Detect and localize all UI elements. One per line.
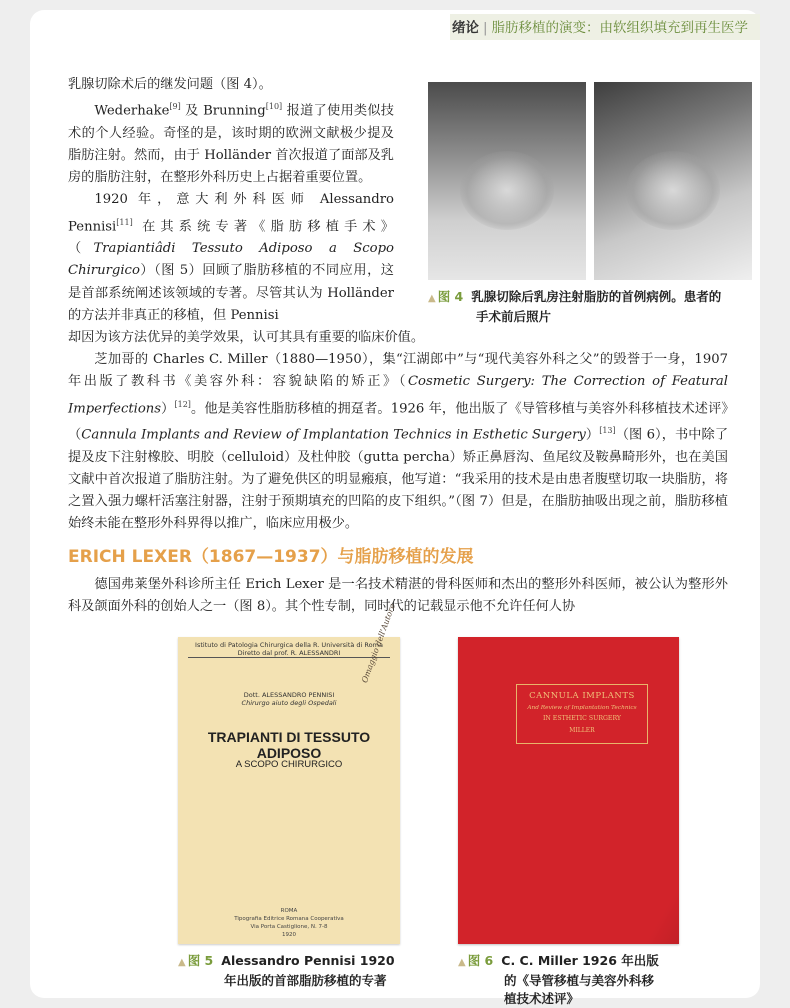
running-header xyxy=(30,10,760,46)
header-part2: 脂肪移植的演变：由软组织填充到再生医学 xyxy=(491,20,748,36)
header-part1: 绪论 xyxy=(451,20,479,36)
book-title: TRAPIANTI DI TESSUTO ADIPOSO xyxy=(207,729,371,761)
figure-6 xyxy=(458,637,679,1008)
triangle-icon: ▲ xyxy=(458,957,466,968)
paragraph: 却因为该方法优异的美学效果，认可其具有重要的临床价值。 xyxy=(68,330,425,346)
title-frame: CANNULA IMPLANTS And Review of Implantation Technics IN ESTHETIC SURGERY MILLER xyxy=(516,684,648,744)
book-subtitle: A SCOPO CHIRURGICO xyxy=(235,759,343,770)
paragraph: Wederhake[9] 及 Brunning[10] 报道了使用类似技术的个人经验。奇怪的是，该时期的欧洲文献极少提及脂肪注射。然而，由于 Holländer 首次报道了面部及乳房的脂肪注射，在整形外科历史上占据着重要位置。 xyxy=(68,102,394,186)
triangle-icon: ▲ xyxy=(428,293,436,304)
document-page xyxy=(30,10,760,1006)
paragraph: 芝加哥的 Charles C. Miller（1880—1950），集“江湖郎中”与“现代美容外科之父”的毁誉于一身，1907 年出版了教科书《美容外科：容貌缺陷的矫正》（Cosmetic Surgery: The Correction of Featural Imperfections）[12]。他是美容性脂肪移植的拥趸者。1926 年，他出版了《导管移植与美容外科移植技术述评》（Cannula Implants and Review of Implantation Technics in Esthetic Surgery）[13]（图 6），书中除了提及皮下注射橡胶、明胶（celluloid）及杜仲胶（gutta percha）矫正鼻唇沟、鱼尾纹及鞍鼻畸形外，也在美国文献中首次报道了脂肪注射。为了避免供区的明显瘢痕，他写道：“我采用的技术是由患者腹壁切取一块脂肪，将之置入强力螺杆活塞注射器，注射于预期填充的凹陷的皮下组织。”（图 7）但是，在脂肪抽吸出现之前，脂肪移植始终未能在整形外科界得以推广，临床应用极少。 xyxy=(68,352,729,532)
paragraph: 德国弗莱堡外科诊所主任 Erich Lexer 是一名技术精湛的骨科医师和杰出的整形外科医师，被公认为整形外科及颌面外科的创始人之一（图 8）。其个性专制，同时代的记载显示他不允许任何人协 xyxy=(68,576,728,615)
figure-label: 图 4 xyxy=(437,289,464,304)
caption-line: 手术前后照片 xyxy=(476,309,552,324)
book-cover-pennisi: Istituto di Patologia Chirurgica della R. Università di Roma Diretto dal prof. R. ALESSANDRI Dott. ALESSANDRO PENNISI Chirurgo aiuto degli Ospedali TRAPIANTI DI TESSUTO ADIPOSO A SCOPO CHIRURGICO Omaggio dell'Autore ROMA Tipografia Editrice Romana Cooperativa Via Porta Castiglione, N. 7-8 1920 xyxy=(178,637,400,944)
paragraph: 1920 年，意大利外科医师 Alessandro Pennisi[11] 在其系统专著《脂肪移植手术》（Trapiantiâdi Tessuto Adiposo a Scopo Chirurgico）（图 5）回顾了脂肪移植的不同应用，这是首部系统阐述该领域的专著。尽管其认为 Holländer 的方法并非真正的移植，但 Pennisi xyxy=(68,192,394,323)
book-cover-miller xyxy=(458,637,679,944)
figure-6-caption: ▲ 图 6 C. C. Miller 1926 年出版 的《导管移植与美容外科移 植技术述评》 xyxy=(458,953,659,1006)
paragraph: 乳腺切除术后的继发问题（图 4）。 xyxy=(68,77,272,92)
figure-5-caption: ▲ 图 5 Alessandro Pennisi 1920 年出版的首部脂肪移植的专著 xyxy=(178,953,395,988)
header-title: 绪论 | 脂肪移植的演变：由软组织填充到再生医学 xyxy=(451,20,748,36)
left-column xyxy=(68,74,394,327)
main-text xyxy=(68,74,728,618)
triangle-icon: ▲ xyxy=(178,957,186,968)
figure-5 xyxy=(178,602,400,990)
section-heading: ERICH LEXER（1867—1937）与脂肪移植的发展 xyxy=(68,546,474,567)
imprint: ROMA Tipografia Editrice Romana Cooperativa Via Porta Castiglione, N. 7-8 1920 xyxy=(234,908,344,938)
caption-line: 乳腺切除后乳房注射脂肪的首例病例。患者的 xyxy=(471,289,722,304)
handwritten-stamp: Omaggio dell'Autore xyxy=(360,602,398,685)
